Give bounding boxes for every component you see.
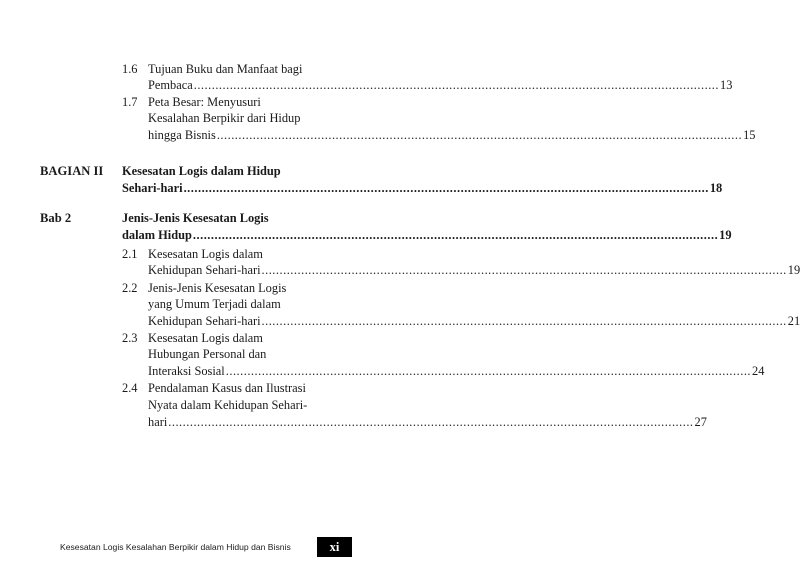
section-number: 2.3 <box>122 331 138 345</box>
section-title-line: Kehidupan Sehari-hari <box>148 263 261 277</box>
section-title-line: Kesesatan Logis dalam <box>148 331 263 345</box>
chapter-title-line: dalam Hidup <box>122 228 192 242</box>
page-number: 24 <box>752 364 765 378</box>
toc-leader-row <box>148 78 733 93</box>
toc-leader-row <box>148 263 800 278</box>
dot-leader: .................................................................................................................................................. <box>168 415 694 429</box>
section-title-line: Tujuan Buku dan Manfaat bagi <box>148 62 303 76</box>
page-number: 15 <box>743 128 756 142</box>
section-title-line: Kehidupan Sehari-hari <box>148 314 261 328</box>
section-title-line: hingga Bisnis <box>148 128 216 142</box>
toc-leader-row <box>122 181 723 196</box>
section-number: 1.6 <box>122 62 138 76</box>
section-number: 2.4 <box>122 381 138 395</box>
dot-leader: .................................................................................................................................................. <box>261 263 787 277</box>
page-number: 19 <box>719 228 732 242</box>
section-number: 1.7 <box>122 95 138 109</box>
dot-leader: .................................................................................................................................................. <box>225 364 752 378</box>
toc-leader-row <box>122 228 732 243</box>
dot-leader: .................................................................................................................................................. <box>183 181 709 195</box>
running-title: Kesesatan Logis Kesalahan Berpikir dalam Hidup dan Bisnis <box>60 542 291 552</box>
dot-leader: .................................................................................................................................................. <box>192 228 719 242</box>
dot-leader: .................................................................................................................................................. <box>261 314 787 328</box>
page-number: 19 <box>787 263 800 277</box>
toc-leader-row <box>148 128 756 143</box>
section-title-line: Kesesatan Logis dalam <box>148 247 263 261</box>
part-label: BAGIAN II <box>40 164 104 178</box>
toc-leader-row <box>148 415 707 430</box>
chapter-title-line: Jenis-Jenis Kesesatan Logis <box>122 211 269 225</box>
page-number: 27 <box>694 415 707 429</box>
page-number: 21 <box>787 314 800 328</box>
page-number: 18 <box>709 181 723 195</box>
dot-leader: .................................................................................................................................................. <box>216 128 743 142</box>
section-title-line: hari <box>148 415 168 429</box>
section-title-line: Peta Besar: Menyusuri <box>148 95 261 109</box>
section-title-line: Interaksi Sosial <box>148 364 225 378</box>
section-title-line: Kesalahan Berpikir dari Hidup <box>148 111 301 125</box>
folio: xi <box>329 539 340 554</box>
page-number: 13 <box>720 78 733 92</box>
section-title-line: Pendalaman Kasus dan Ilustrasi <box>148 381 306 395</box>
chapter-label: Bab 2 <box>40 211 72 225</box>
section-number: 2.2 <box>122 281 138 295</box>
page-number-badge <box>317 537 352 557</box>
section-title-line: Nyata dalam Kehidupan Sehari- <box>148 398 308 412</box>
part-title-line: Kesesatan Logis dalam Hidup <box>122 164 281 178</box>
section-title-line: yang Umum Terjadi dalam <box>148 297 281 311</box>
toc-leader-row <box>148 364 765 379</box>
dot-leader: .................................................................................................................................................. <box>193 78 719 92</box>
section-number: 2.1 <box>122 247 138 261</box>
section-title-line: Jenis-Jenis Kesesatan Logis <box>148 281 287 295</box>
part-title-line: Sehari-hari <box>122 181 183 195</box>
section-title-line: Pembaca <box>148 78 193 92</box>
section-title-line: Hubungan Personal dan <box>148 347 267 361</box>
toc-leader-row <box>148 314 800 329</box>
